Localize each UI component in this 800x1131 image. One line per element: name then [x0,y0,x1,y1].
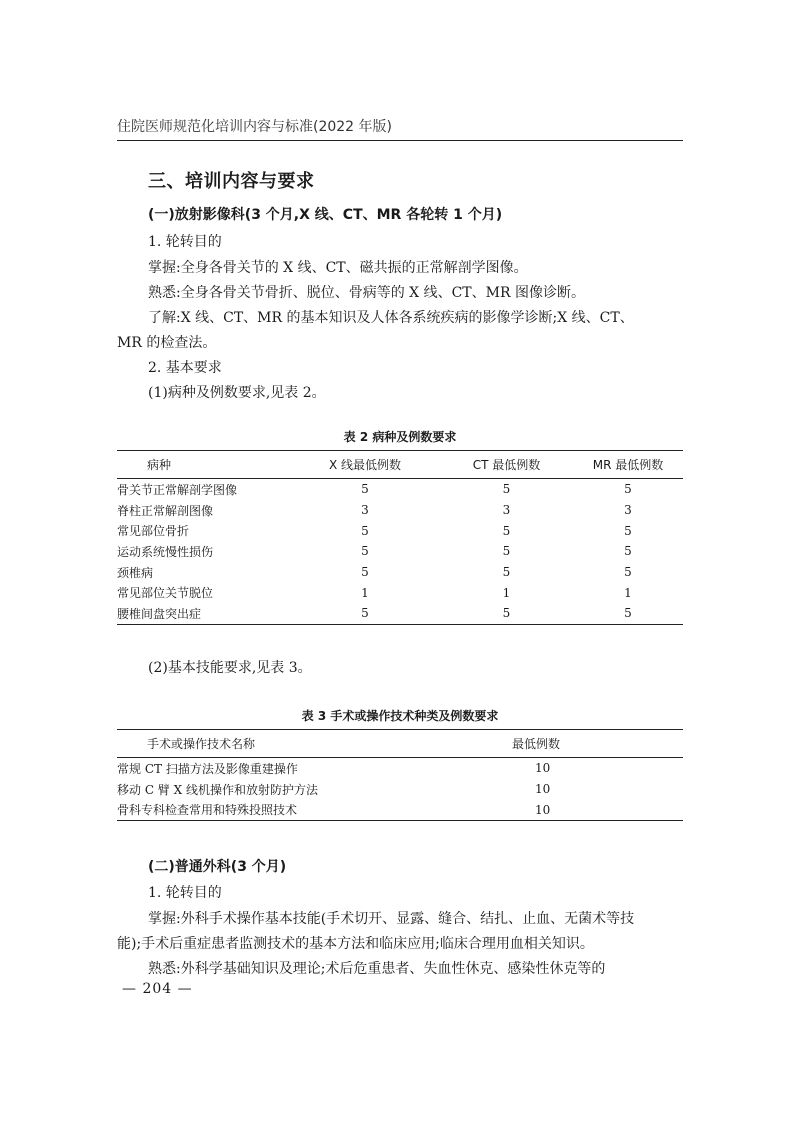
part1-heading: (一)放射影像科(3 个月,X 线、CT、MR 各轮转 1 个月) [148,207,503,223]
part1-basic-heading: 2. 基本要求 [148,360,222,376]
table2-header-row [117,451,683,479]
table2-cell-xray: 5 [361,565,369,580]
table2-cell-xray: 5 [361,544,369,559]
table3-caption: 表 3 手术或操作技术种类及例数要求 [301,709,499,723]
part1-req2-text: (2)基本技能要求,见表 3。 [148,660,312,676]
part1-understand-text-2: MR 的检查法。 [117,335,217,351]
part1-understand-text-1: 了解:X 线、CT、MR 的基本知识及人体各系统疾病的影像学诊断;X 线、CT、 [148,310,634,326]
table2-cell-disease: 颈椎病 [117,565,154,580]
table2-cell-disease: 运动系统慢性损伤 [117,544,214,559]
table2-header-mr: MR 最低例数 [573,451,683,479]
table3-header-min-count: 最低例数 [447,730,683,758]
table2-cell-ct: 5 [502,523,511,538]
table-row [117,799,683,820]
part2-master-text-2: 能);手术后重症患者监测技术的基本方法和临床应用;临床合理用血相关知识。 [117,936,594,952]
table2-cell-xray: 3 [361,503,369,518]
table2-cell-xray: 5 [361,523,369,538]
table-row [117,562,683,583]
table2-cell-ct: 5 [502,544,511,559]
part1-familiar-text: 熟悉:全身各骨关节骨折、脱位、骨病等的 X 线、CT、MR 图像诊断。 [148,285,585,301]
table2-cell-ct: 1 [502,585,511,600]
table-row [117,603,683,624]
header-rule [117,140,683,141]
table3-cell-technique: 骨科专科检查常用和特殊投照技术 [117,799,447,820]
table2-cell-mr: 5 [573,603,683,624]
table2-cell-xray: 5 [290,603,440,624]
table3-cell-technique: 常规 CT 扫描方法及影像重建操作 [117,761,298,776]
table2-header-xray: X 线最低例数 [290,451,440,479]
part1-master-text: 掌握:全身各骨关节的 X 线、CT、磁共振的正常解剖学图像。 [148,260,528,276]
table2-cell-disease: 脊柱正常解剖图像 [117,503,214,518]
part2-familiar-text-1: 熟悉:外科学基础知识及理论;术后危重患者、失血性休克、感染性休克等的 [148,961,606,977]
table2-header-ct: CT 最低例数 [440,451,573,479]
running-header: 住院医师规范化培训内容与标准(2022 年版) [117,119,393,135]
table-row [117,779,683,800]
table2-cell-mr: 5 [624,565,632,580]
table2-header-disease: 病种 [117,451,290,479]
table-row [117,479,683,500]
table2-cell-ct: 5 [502,482,511,497]
table3-header-row [117,730,683,758]
table2-cell-xray: 1 [361,585,369,600]
part2-heading: (二)普通外科(3 个月) [148,859,287,875]
part2-goal-heading: 1. 轮转目的 [148,885,222,901]
table-row [117,520,683,541]
table2-caption: 表 2 病种及例数要求 [343,430,457,444]
table2-cell-ct: 5 [440,603,573,624]
table2-cell-mr: 3 [624,503,632,518]
table-row [117,582,683,603]
table2-cell-mr: 5 [624,523,632,538]
table2-cell-disease: 常见部位关节脱位 [117,586,214,601]
table3-header-technique: 手术或操作技术名称 [117,730,447,758]
table-row [117,541,683,562]
table2 [117,450,683,625]
table-row [117,758,683,779]
table2-cell-disease: 腰椎间盘突出症 [117,603,290,624]
page-number: — 204 — [122,981,193,997]
table2-cell-mr: 1 [624,585,632,600]
table2-cell-disease: 骨关节正常解剖学图像 [117,482,238,497]
table3-cell-min-count: 10 [535,782,551,797]
table2-cell-disease: 常见部位骨折 [117,524,190,539]
table2-cell-ct: 3 [502,503,511,518]
table2-cell-xray: 5 [361,482,369,497]
table3-cell-min-count: 10 [447,799,683,820]
table3 [117,729,683,821]
part1-req1-text: (1)病种及例数要求,见表 2。 [148,385,326,401]
section-title: 三、培训内容与要求 [148,171,315,192]
table2-cell-mr: 5 [624,544,632,559]
part2-master-text-1: 掌握:外科手术操作基本技能(手术切开、显露、缝合、结扎、止血、无菌术等技 [148,911,635,927]
part1-goal-heading: 1. 轮转目的 [148,234,222,250]
table2-cell-mr: 5 [624,482,632,497]
table3-cell-min-count: 10 [535,761,551,776]
table-row [117,500,683,521]
table2-cell-ct: 5 [502,565,511,580]
table3-cell-technique: 移动 C 臂 X 线机操作和放射防护方法 [117,782,318,797]
